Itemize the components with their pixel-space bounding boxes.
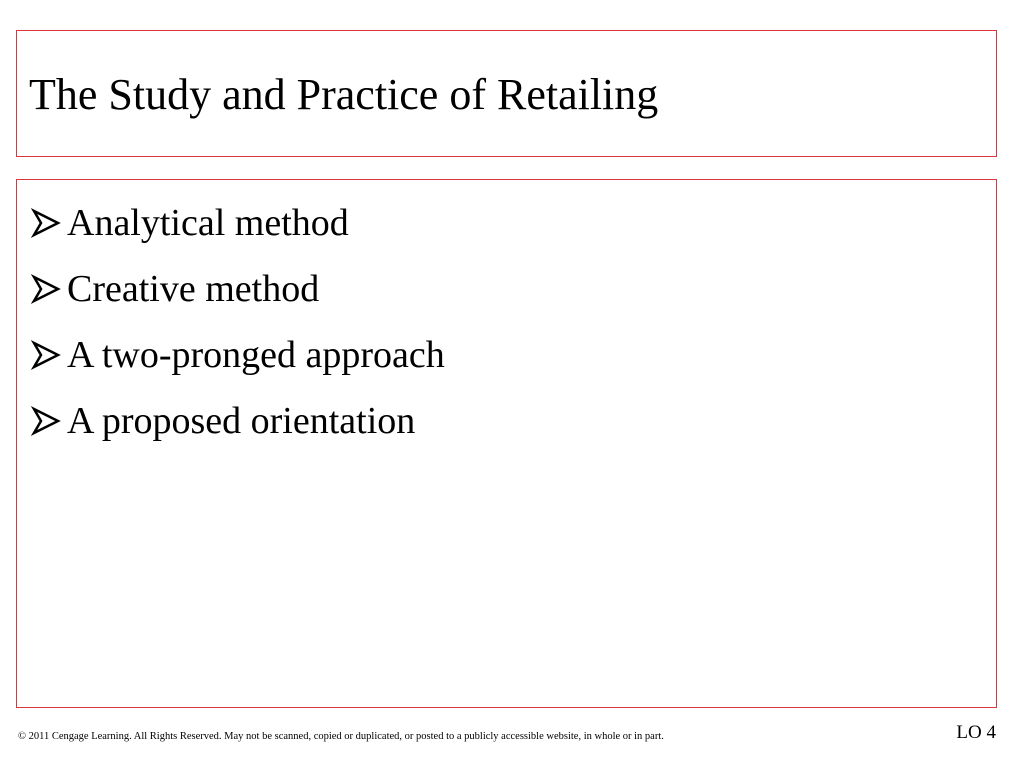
slide-title: The Study and Practice of Retailing [29,70,659,119]
bullet-list [31,190,445,454]
arrow-bullet-icon [31,340,65,370]
bullet-text: A two-pronged approach [67,334,445,376]
bullet-text: A proposed orientation [67,400,416,442]
bullet-item [31,322,445,388]
bullet-item [31,256,445,322]
arrow-bullet-icon [31,406,65,436]
title-box [16,30,997,157]
bullet-text: Creative method [67,268,320,310]
arrow-bullet-icon [31,274,65,304]
bullet-item [31,190,445,256]
copyright-notice: © 2011 Cengage Learning. All Rights Reserved. May not be scanned, copied or duplicated, or posted to a publicly accessible website, in whole or in part. [18,731,664,742]
bullet-item [31,388,445,454]
content-box [16,179,997,708]
learning-objective-label: LO 4 [956,722,996,743]
arrow-bullet-icon [31,208,65,238]
bullet-text: Analytical method [67,202,349,244]
